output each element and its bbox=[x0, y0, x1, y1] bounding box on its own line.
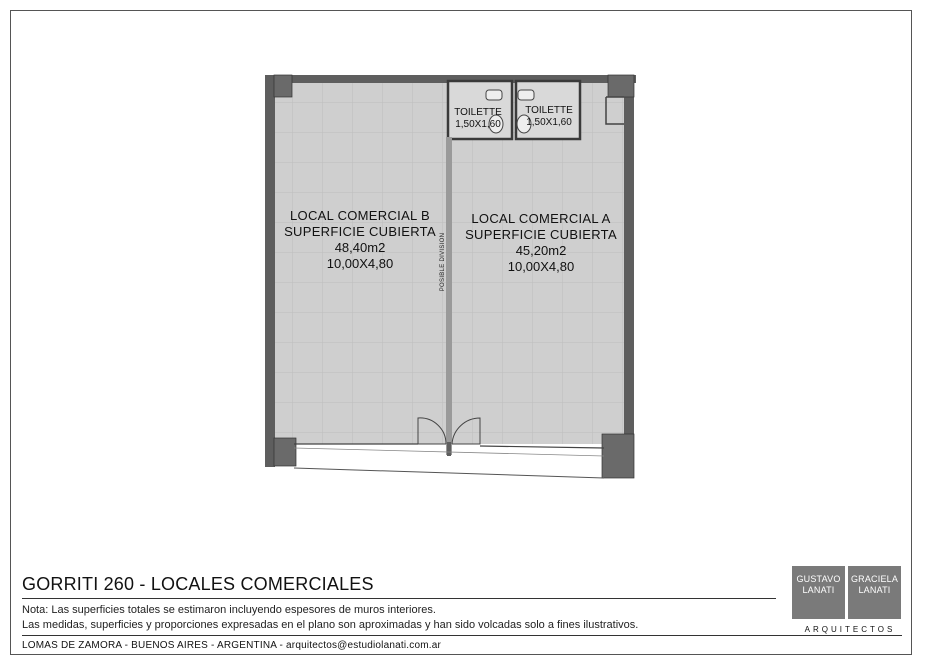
toilet-left-dims: 1,50X1,60 bbox=[455, 119, 501, 130]
local-a-label bbox=[461, 211, 621, 275]
column-top-right bbox=[608, 75, 634, 97]
local-b-name: LOCAL COMERCIAL B bbox=[290, 208, 430, 223]
logo-gustavo-lanati bbox=[792, 566, 845, 619]
title-rule bbox=[22, 598, 776, 599]
column-bottom-right bbox=[602, 434, 634, 478]
facade-line-a bbox=[480, 446, 604, 448]
local-b-type: SUPERFICIE CUBIERTA bbox=[284, 224, 436, 239]
door-post bbox=[447, 442, 451, 456]
local-a-type: SUPERFICIE CUBIERTA bbox=[465, 227, 617, 242]
local-a-dims: 10,00X4,80 bbox=[507, 259, 575, 274]
toilet-right-dims: 1,50X1,60 bbox=[526, 117, 572, 128]
note-line-2: Las medidas, superficies y proporciones expresadas en el plano son aproximadas y han sido volcadas solo a fines ilustrativos. bbox=[22, 619, 639, 631]
column-top-left bbox=[274, 75, 292, 97]
sidewalk-bottom bbox=[294, 468, 604, 478]
local-a-name: LOCAL COMERCIAL A bbox=[471, 211, 611, 226]
page-title: GORRITI 260 - LOCALES COMERCIALES bbox=[22, 574, 374, 594]
division-wall bbox=[446, 137, 452, 455]
local-b-area: 48,40m2 bbox=[334, 240, 386, 255]
local-b-dims: 10,00X4,80 bbox=[326, 256, 394, 271]
logo-graciela-lanati bbox=[848, 566, 901, 619]
wall-right bbox=[624, 75, 634, 455]
sink-right bbox=[518, 90, 534, 100]
address-line: LOMAS DE ZAMORA - BUENOS AIRES - ARGENTINA - arquitectos@estudiolanati.com.ar bbox=[22, 640, 442, 651]
wall-left bbox=[265, 75, 275, 467]
toilet-left-label bbox=[450, 107, 506, 131]
floor-plan bbox=[262, 72, 642, 484]
logo-left-last: LANATI bbox=[802, 585, 835, 595]
toilet-left-name: TOILETTE bbox=[454, 107, 502, 118]
logo-subtitle: ARQUITECTOS bbox=[804, 625, 896, 634]
local-b-label bbox=[280, 208, 440, 272]
toilet-right-name: TOILETTE bbox=[525, 105, 573, 116]
logo-right-last: LANATI bbox=[858, 585, 891, 595]
sink-left bbox=[486, 90, 502, 100]
floor-plan-drawing bbox=[262, 72, 642, 484]
logo-left-first: GUSTAVO bbox=[796, 574, 841, 584]
note-rule bbox=[22, 635, 902, 636]
logo-right-first: GRACIELA bbox=[850, 574, 899, 584]
division-label: POSIBLE DIVISION bbox=[440, 232, 446, 292]
local-a-area: 45,20m2 bbox=[515, 243, 567, 258]
note-line-1: Nota: Las superficies totales se estimaron incluyendo espesores de muros interiores. bbox=[22, 604, 436, 616]
toilet-right-label bbox=[520, 105, 578, 129]
column-bottom-left bbox=[274, 438, 296, 466]
